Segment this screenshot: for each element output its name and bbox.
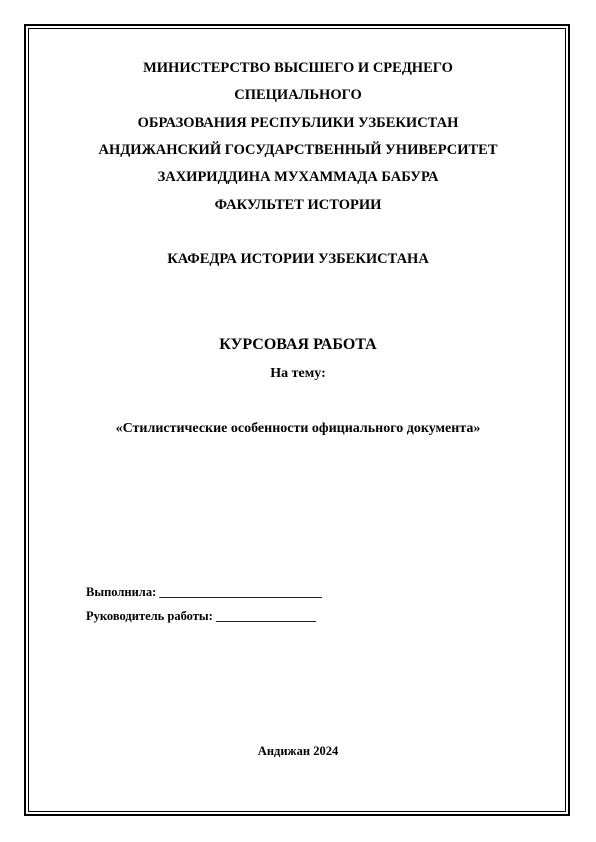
university-line-1: АНДИЖАНСКИЙ ГОСУДАРСТВЕННЫЙ УНИВЕРСИТЕТ [98,142,498,158]
university-line-2: ЗАХИРИДДИНА МУХАММАДА БАБУРА [157,169,439,185]
faculty-line: ФАКУЛЬТЕТ ИСТОРИИ [214,197,382,213]
ministry-line-2: СПЕЦИАЛЬНОГО [234,87,362,103]
topic-title: «Стилистические особенности официального документа» [115,421,481,436]
performed-by-line: Выполнила: __________________________ [86,585,322,599]
ministry-line-1: МИНИСТЕРСТВО ВЫСШЕГО И СРЕДНЕГО [143,60,453,76]
city-year: Андижан 2024 [257,744,339,758]
ministry-line-3: ОБРАЗОВАНИЯ РЕСПУБЛИКИ УЗБЕКИСТАН [137,115,459,131]
department-title: КАФЕДРА ИСТОРИИ УЗБЕКИСТАНА [167,251,429,267]
document-type: КУРСОВАЯ РАБОТА [219,336,377,353]
supervisor-line: Руководитель работы: ________________ [86,609,316,623]
on-topic-label: На тему: [270,366,326,381]
